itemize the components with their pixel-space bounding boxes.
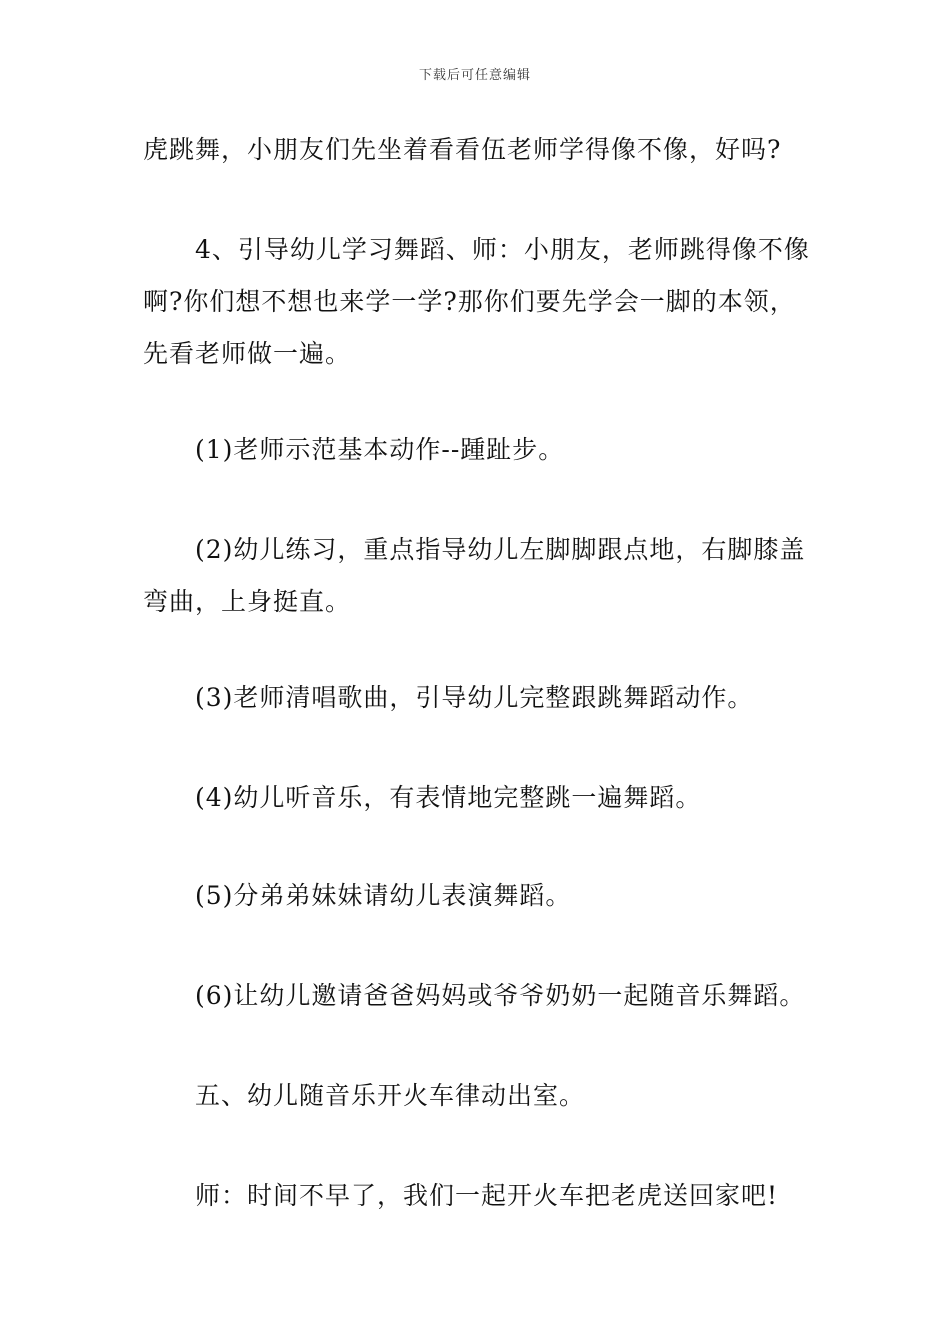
paragraph-line: 4、引导幼儿学习舞蹈、师：小朋友，老师跳得像不像: [195, 235, 810, 264]
paragraph-line: 虎跳舞，小朋友们先坐着看看伍老师学得像不像，好吗?: [143, 135, 782, 164]
paragraph-line: (2)幼儿练习，重点指导幼儿左脚脚跟点地，右脚膝盖: [195, 535, 806, 564]
paragraph-line: 弯曲，上身挺直。: [143, 587, 352, 616]
paragraph-line: (6)让幼儿邀请爸爸妈妈或爷爷奶奶一起随音乐舞蹈。: [195, 981, 806, 1010]
paragraph-line: (4)幼儿听音乐，有表情地完整跳一遍舞蹈。: [195, 783, 702, 812]
paragraph-line: 先看老师做一遍。: [143, 339, 352, 368]
paragraph-line: 啊?你们想不想也来学一学?那你们要先学会一脚的本领，: [143, 287, 796, 316]
paragraph-line: 五、幼儿随音乐开火车律动出室。: [195, 1081, 586, 1110]
paragraph-line: (5)分弟弟妹妹请幼儿表演舞蹈。: [195, 881, 572, 910]
paragraph-line: (1)老师示范基本动作--踵趾步。: [195, 435, 565, 464]
paragraph-line: 师：时间不早了，我们一起开火车把老虎送回家吧!: [195, 1181, 779, 1210]
page-header: 下载后可任意编辑: [418, 68, 531, 83]
paragraph-line: (3)老师清唱歌曲，引导幼儿完整跟跳舞蹈动作。: [195, 683, 754, 712]
